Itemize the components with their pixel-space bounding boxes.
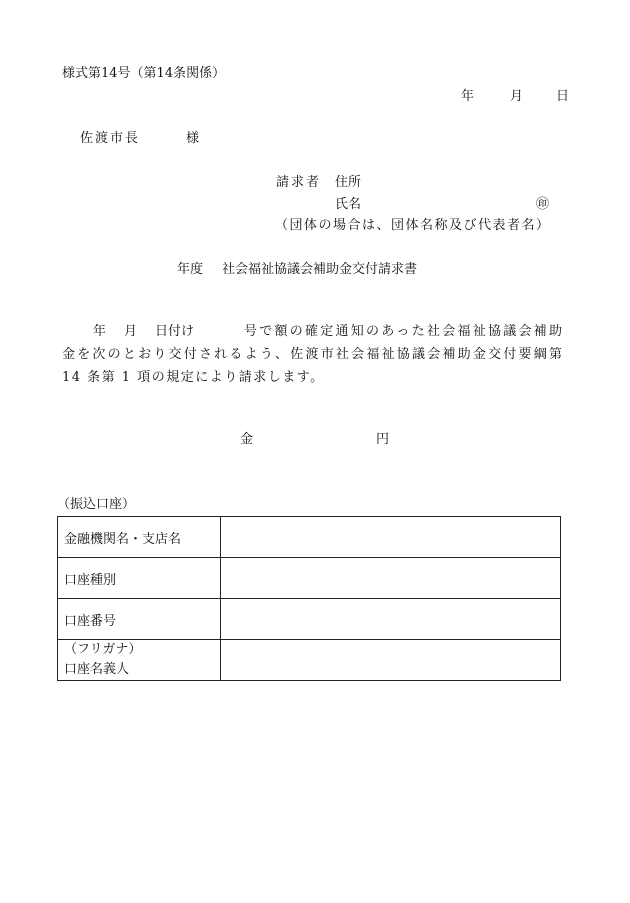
account-number-label: 口座番号 — [58, 599, 221, 640]
title-year-label: 年度 — [177, 262, 204, 277]
name-label: 氏名 — [335, 197, 362, 212]
date-month-label: 月 — [510, 89, 524, 104]
amount-suffix: 円 — [376, 432, 390, 447]
bank-account-table — [57, 516, 561, 681]
bank-name-label: 金融機関名・支店名 — [58, 517, 221, 558]
seal-mark: ㊞ — [536, 197, 550, 212]
account-holder-text: 口座名義人 — [64, 662, 130, 677]
furigana-label: （フリガナ） — [64, 642, 142, 657]
addressee-name: 佐渡市長 — [80, 131, 141, 146]
table-row — [58, 558, 561, 599]
account-holder-field[interactable] — [221, 640, 561, 681]
bank-name-field[interactable] — [221, 517, 561, 558]
account-number-field[interactable] — [221, 599, 561, 640]
requester-note: （団体の場合は、団体名称及び代表者名） — [275, 218, 551, 233]
account-holder-label — [58, 640, 221, 681]
body-line-2: 金を次のとおり交付されるよう、佐渡市社会福祉協議会補助金交付要綱第 — [62, 347, 562, 362]
address-label: 住所 — [335, 175, 362, 190]
body-line-3: 14 条第 1 項の規定により請求します。 — [62, 370, 325, 385]
form-number: 様式第14号（第14条関係） — [62, 66, 226, 81]
document-title: 社会福祉協議会補助金交付請求書 — [222, 262, 418, 277]
table-row — [58, 517, 561, 558]
account-type-label: 口座種別 — [58, 558, 221, 599]
body-year: 年 — [93, 324, 107, 339]
date-day-label: 日 — [556, 89, 570, 104]
table-row — [58, 599, 561, 640]
date-year-label: 年 — [461, 89, 475, 104]
amount-prefix: 金 — [240, 432, 254, 447]
addressee-honorific: 様 — [186, 131, 200, 146]
table-row — [58, 640, 561, 681]
body-line-1: 号で額の確定通知のあった社会福祉協議会補助 — [244, 324, 562, 339]
account-type-field[interactable] — [221, 558, 561, 599]
body-month: 月 — [124, 324, 138, 339]
bank-heading: （振込口座） — [57, 497, 136, 512]
body-day: 日付け — [155, 324, 195, 339]
requester-label: 請求者 — [276, 175, 322, 190]
